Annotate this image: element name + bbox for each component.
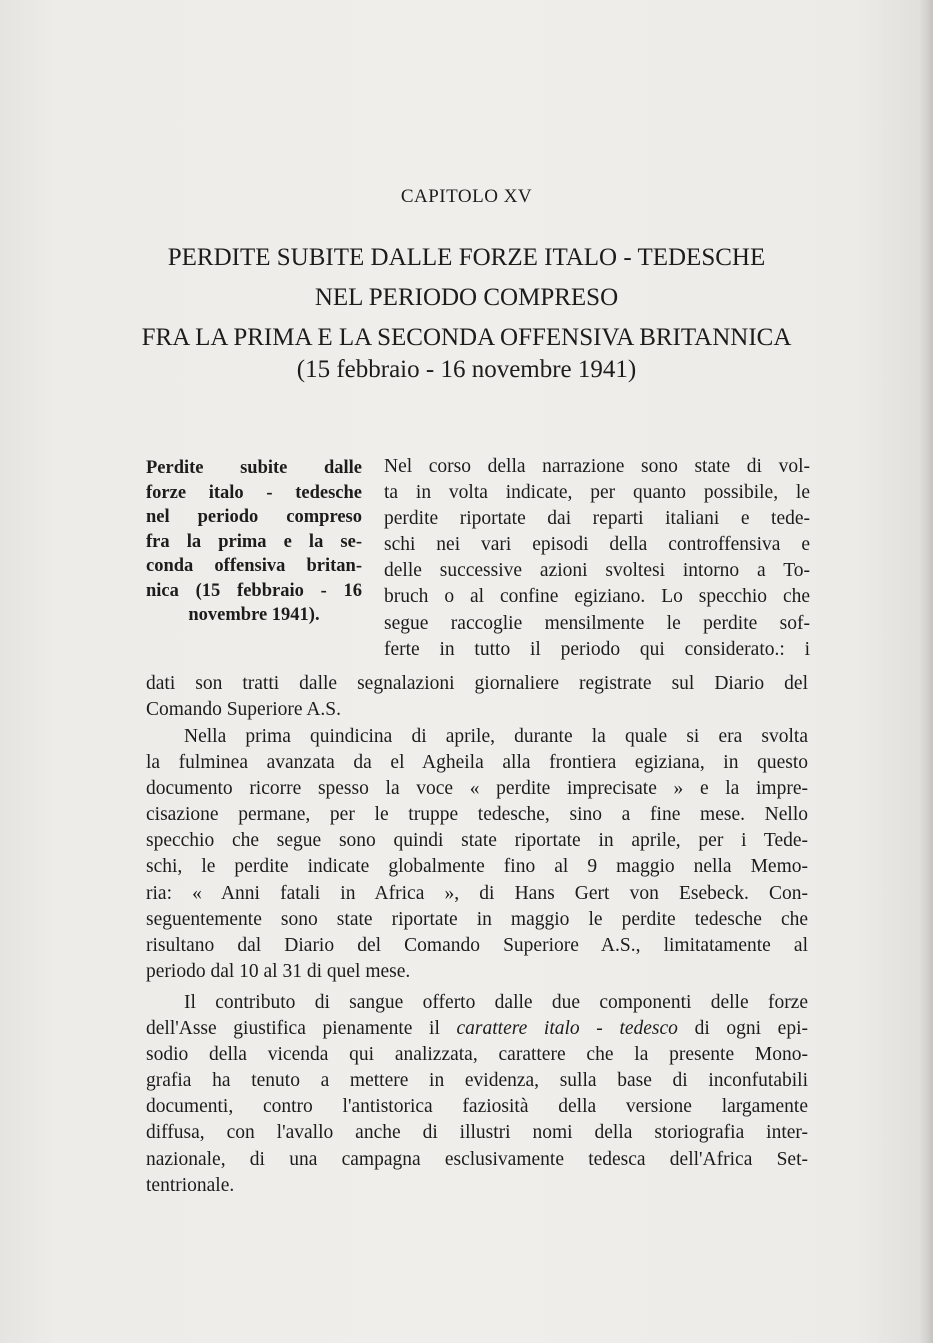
text-line: perdite riportate dai reparti italiani e tede- — [384, 508, 810, 530]
text-line: documenti, contro l'antistorica faziosità della versione largamente — [146, 1096, 808, 1118]
text-line: ta in volta indicate, per quanto possibile, le — [384, 482, 810, 504]
paragraph-2 — [146, 724, 808, 985]
paragraph-1-continued — [146, 671, 808, 723]
margin-note-line: nica (15 febbraio - 16 — [146, 580, 362, 601]
text-line: Nella prima quindicina di aprile, durante la quale si era svolta — [184, 726, 808, 747]
paragraph-1-narrow — [384, 454, 810, 663]
text-segment: di ogni epi- — [677, 1018, 808, 1040]
title-dates: (15 febbraio - 16 novembre 1941) — [296, 356, 637, 383]
text-line: grafia ha tenuto a mettere in evidenza, sulla base di inconfutabili — [146, 1070, 808, 1092]
text-line: ria: « Anni fatali in Africa », di Hans Gert von Esebeck. Con- — [146, 882, 808, 904]
chapter-title — [0, 238, 933, 358]
title-line: FRA LA PRIMA E LA SECONDA OFFENSIVA BRITANNICA — [141, 324, 792, 351]
text-line: Nel corso della narrazione sono state di vol- — [384, 456, 810, 477]
text-line: la fulminea avanzata da el Agheila alla frontiera egiziana, in questo — [146, 752, 808, 774]
text-line — [146, 1016, 808, 1042]
paragraph-3 — [146, 990, 808, 1199]
text-line: cisazione permane, per le truppe tedesche, sino a fine mese. Nello — [146, 804, 808, 826]
text-segment: dell'Asse giustifica pienamente il — [146, 1018, 457, 1040]
margin-note-line: fra la prima e la se- — [146, 531, 362, 552]
text-line: sodio della vicenda qui analizzata, carattere che la presente Mono- — [146, 1044, 808, 1066]
text-line: segue raccoglie mensilmente le perdite sof- — [384, 612, 810, 634]
text-line: ferte in tutto il periodo qui considerato.: i — [384, 638, 810, 660]
text-line: periodo dal 10 al 31 di quel mese. — [146, 960, 411, 982]
text-line: nazionale, di una campagna esclusivamente tedesca dell'Africa Set- — [146, 1148, 808, 1170]
text-line: diffusa, con l'avallo anche di illustri nomi della storiografia inter- — [146, 1122, 808, 1144]
margin-note-line: Perdite subite dalle — [146, 458, 362, 478]
text-line: Il contributo di sangue offerto dalle due componenti delle forze — [184, 992, 808, 1013]
margin-note-line: novembre 1941). — [188, 605, 320, 625]
emphasis-text: carattere italo - tedesco — [456, 1018, 678, 1040]
margin-note-line: conda offensiva britan- — [146, 556, 362, 576]
margin-note-line: nel periodo compreso — [146, 507, 362, 527]
margin-note-line: forze italo - tedesche — [146, 482, 362, 503]
text-line: schi nei vari episodi della controffensiva e — [384, 534, 810, 556]
text-line: delle successive azioni svoltesi intorno a To- — [384, 560, 810, 582]
text-line: tentrionale. — [146, 1174, 235, 1196]
text-line: dati son tratti dalle segnalazioni giornaliere registrate sul Diario del — [146, 673, 808, 694]
title-line: PERDITE SUBITE DALLE FORZE ITALO - TEDESCHE — [167, 244, 766, 271]
chapter-label: CAPITOLO XV — [400, 186, 533, 207]
text-line: schi, le perdite indicate globalmente fino al 9 maggio nella Memo- — [146, 856, 808, 878]
text-line: seguentemente sono state riportate in maggio le perdite tedesche che — [146, 908, 808, 930]
margin-note — [146, 456, 362, 628]
text-line: documento ricorre spesso la voce « perdite imprecisate » e la impre- — [146, 778, 808, 800]
text-line: specchio che segue sono quindi state riportate in aprile, per i Tede- — [146, 830, 808, 852]
text-line: bruch o al confine egiziano. Lo specchio che — [384, 586, 810, 608]
text-line: Comando Superiore A.S. — [146, 699, 341, 721]
text-line: risultano dal Diario del Comando Superiore A.S., limitatamente al — [146, 934, 808, 956]
title-line: NEL PERIODO COMPRESO — [314, 284, 619, 311]
